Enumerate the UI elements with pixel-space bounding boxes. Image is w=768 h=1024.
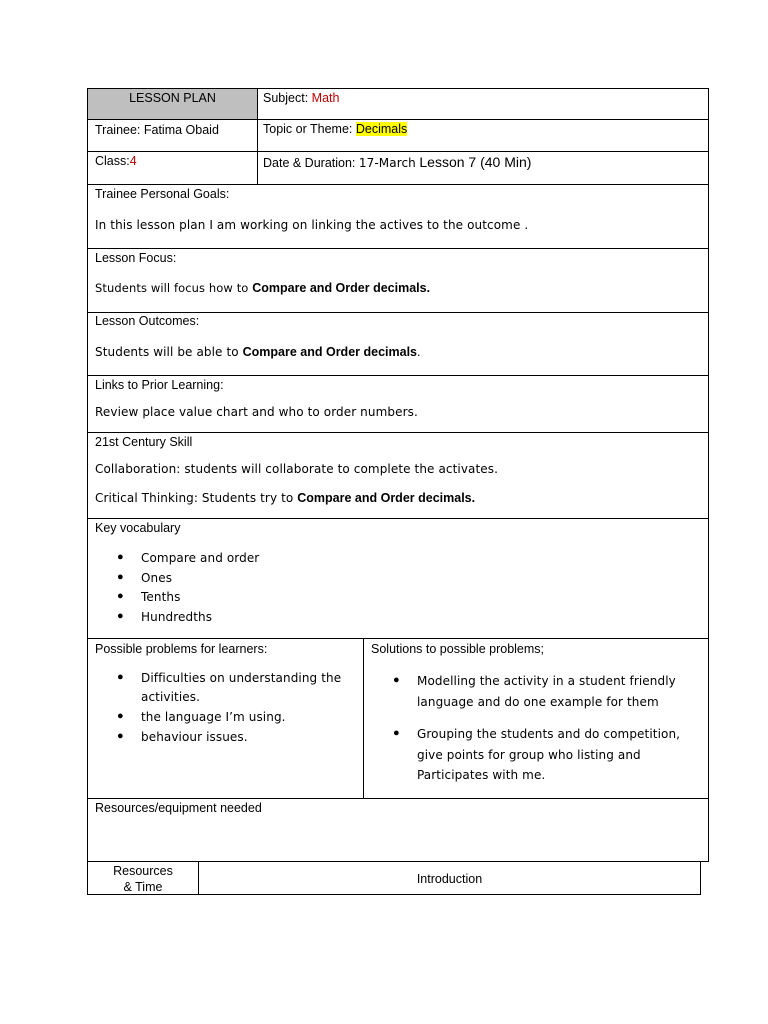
prior-title: Links to Prior Learning: — [95, 378, 224, 392]
outcomes-text-suffix: . — [417, 345, 421, 359]
skill-critical-prefix: Critical Thinking: Students try to — [95, 491, 298, 505]
problems-title: Possible problems for learners: — [95, 642, 268, 656]
class-label: Class: — [95, 154, 130, 168]
row-line — [87, 248, 709, 249]
solution-item-2-line-1: Grouping the students and do competition, — [417, 727, 681, 741]
class-value: 4 — [129, 154, 137, 168]
outcomes-text-bold: Compare and Order decimals — [242, 345, 417, 359]
row-line — [87, 638, 709, 639]
row-line — [87, 119, 709, 120]
vocab-item: Ones — [141, 571, 173, 585]
row-line — [87, 184, 709, 185]
vocab-item: Hundredths — [141, 610, 213, 624]
bullet-icon: ● — [117, 610, 124, 622]
row-line — [87, 518, 709, 519]
outcomes-text — [95, 344, 420, 360]
bullet-icon: ● — [393, 727, 400, 739]
bullet-icon: ● — [117, 571, 124, 583]
row-line — [87, 798, 709, 799]
goals-text: In this lesson plan I am working on linking the actives to the outcome . — [95, 218, 529, 232]
bullet-icon: ● — [393, 674, 400, 686]
bullet-icon: ● — [117, 590, 124, 602]
goals-title: Trainee Personal Goals: — [95, 187, 230, 201]
duration-value: Lesson 7 (40 Min) — [419, 154, 532, 170]
outcomes-title: Lesson Outcomes: — [95, 314, 200, 328]
bullet-icon: ● — [117, 551, 124, 563]
intro-col2-header: Introduction — [416, 872, 483, 886]
trainee-name: Trainee: Fatima Obaid — [95, 123, 219, 137]
row-line — [87, 432, 709, 433]
lesson-plan-title: LESSON PLAN — [129, 91, 216, 105]
resources-title: Resources/equipment needed — [95, 801, 262, 815]
bullet-icon: ● — [117, 730, 124, 742]
class-field — [95, 153, 137, 169]
topic-label: Topic or Theme: — [263, 122, 353, 136]
bullet-icon: ● — [117, 710, 124, 722]
skill-critical-bold: Compare and Order decimals. — [297, 491, 476, 505]
skill-critical-thinking — [95, 490, 475, 506]
subject-value: Math — [311, 91, 340, 105]
problem-item-3: behaviour issues. — [141, 730, 248, 744]
date-value: 17-March — [358, 156, 416, 170]
problems-solutions-divider — [363, 638, 364, 798]
focus-title: Lesson Focus: — [95, 251, 177, 265]
prior-text: Review place value chart and who to order numbers. — [95, 405, 418, 419]
solution-item-1-line-1: Modelling the activity in a student friendly — [417, 674, 676, 688]
problem-item-1-line-1: Difficulties on understanding the — [141, 671, 342, 685]
intro-col1-line-1: Resources — [113, 864, 173, 878]
vocab-item: Compare and order — [141, 551, 260, 565]
vocab-item: Tenths — [141, 590, 181, 604]
date-label: Date & Duration: — [263, 156, 356, 170]
problem-item-2: the language I’m using. — [141, 710, 286, 724]
focus-text-prefix: Students will focus how to — [95, 281, 253, 295]
problem-item-1-line-2: activities. — [141, 690, 201, 704]
focus-text — [95, 280, 430, 296]
solutions-title: Solutions to possible problems; — [371, 642, 545, 656]
skill-title: 21st Century Skill — [95, 435, 193, 449]
row-line — [87, 375, 709, 376]
date-duration-field — [263, 154, 531, 171]
vocab-title: Key vocabulary — [95, 521, 181, 535]
solution-item-1-line-2: language and do one example for them — [417, 695, 659, 709]
solution-item-2-line-2: give points for group who listing and — [417, 748, 641, 762]
topic-field — [263, 121, 407, 137]
intro-col1-line-2: & Time — [123, 880, 163, 894]
subject-label: Subject: — [263, 91, 309, 105]
topic-value: Decimals — [355, 122, 408, 136]
subject-field — [263, 90, 339, 106]
focus-text-bold: Compare and Order decimals. — [252, 281, 431, 295]
row-line — [87, 151, 709, 152]
header-divider — [257, 88, 258, 184]
skill-collaboration: Collaboration: students will collaborate to complete the activates. — [95, 462, 499, 476]
bullet-icon: ● — [117, 671, 124, 683]
solution-item-2-line-3: Participates with me. — [417, 768, 546, 782]
outcomes-text-prefix: Students will be able to — [95, 345, 243, 359]
